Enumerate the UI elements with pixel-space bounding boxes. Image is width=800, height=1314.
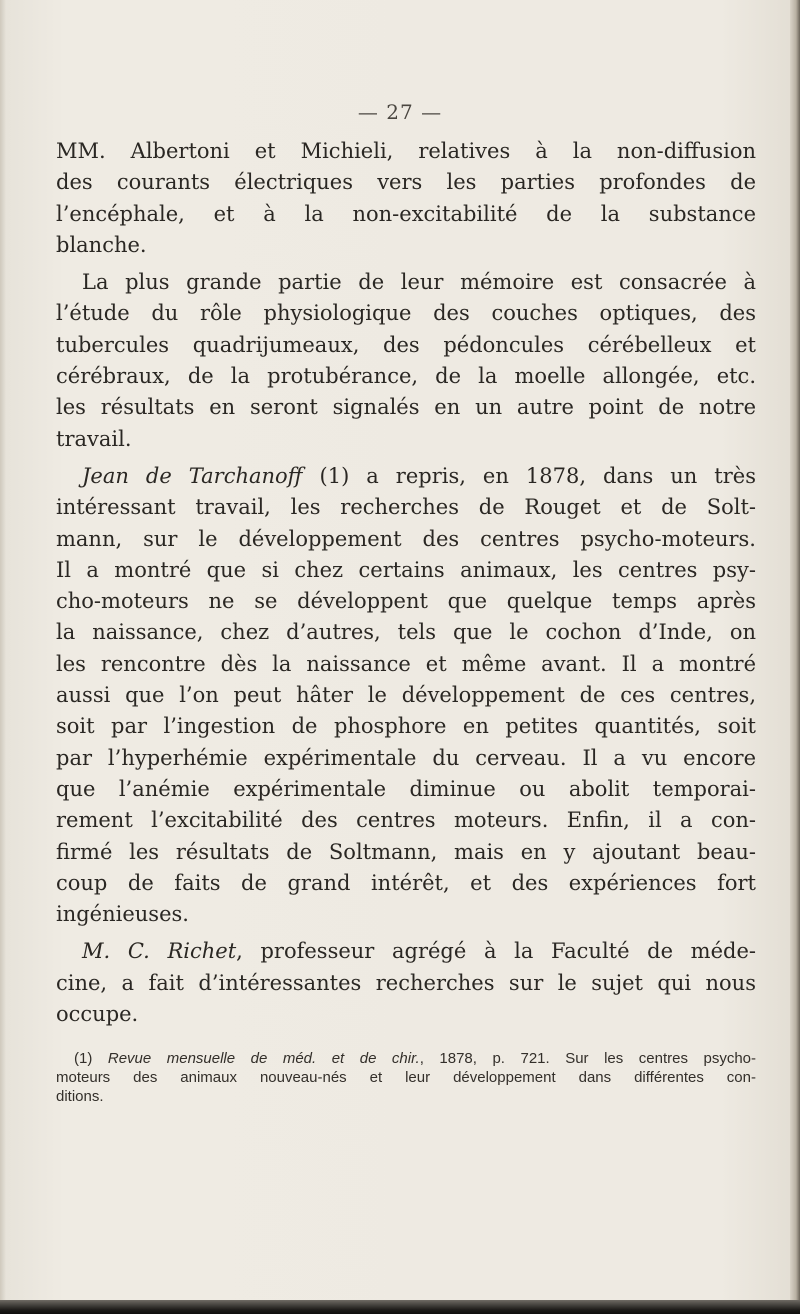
text-line: les résultats en seront signalés en un autre point de notre — [56, 395, 756, 420]
text-line: les rencontre dès la naissance et même avant. Il a montré — [56, 651, 756, 676]
text-line: tubercules quadrijumeaux, des pédoncules cérébelleux et — [56, 332, 756, 357]
text-line: la naissance, chez d’autres, tels que le cochon d’Inde, on — [56, 620, 756, 645]
text-line: mann, sur le développement des centres psycho-moteurs. — [56, 526, 756, 551]
text-line: La plus grande partie de leur mémoire est consacrée à — [82, 270, 756, 295]
text-line: occupe. — [56, 1002, 139, 1027]
text-line: aussi que l’on peut hâter le développement de ces centres, — [56, 683, 756, 708]
text-line: soit par l’ingestion de phosphore en petites quantités, soit — [56, 714, 756, 739]
text-line: ingénieuses. — [56, 902, 189, 927]
paragraph-3 — [56, 461, 756, 930]
paragraph-4 — [56, 936, 756, 1030]
text-line: blanche. — [56, 232, 147, 257]
text-line: des courants électriques vers les parties profondes de — [56, 170, 756, 195]
text-line: M. C. Richet, professeur agrégé à la Faculté de méde- — [82, 939, 756, 964]
text-line: coup de faits de grand intérêt, et des expériences fort — [56, 870, 756, 895]
text-line: MM. Albertoni et Michieli, relatives à la non-diffusion — [56, 139, 756, 163]
page-gutter-shadow — [0, 0, 6, 1314]
page-edge — [790, 0, 800, 1314]
text-line: firmé les résultats de Soltmann, mais en y ajoutant beau- — [56, 839, 756, 864]
scan-bottom-edge — [0, 1300, 800, 1314]
footnote-line: ditions. — [56, 1088, 104, 1105]
text-line: Il a montré que si chez certains animaux, les centres psy- — [56, 557, 756, 582]
body-text — [56, 136, 756, 1036]
paragraph-1 — [56, 136, 756, 261]
text-line: rement l’excitabilité des centres moteurs. Enfin, il a con- — [56, 808, 756, 833]
footnote-line: moteurs des animaux nouveau-nés et leur développement dans différentes con- — [56, 1069, 756, 1086]
text-line: l’encéphale, et à la non-excitabilité de la substance — [56, 201, 756, 226]
text-line: l’étude du rôle physiologique des couches optiques, des — [56, 301, 756, 326]
text-line: travail. — [56, 426, 132, 451]
text-line: cho-moteurs ne se développent que quelque temps après — [56, 589, 756, 614]
text-line: cine, a fait d’intéressantes recherches sur le sujet qui nous — [56, 970, 756, 995]
footnote-line: (1) Revue mensuelle de méd. et de chir., 1878, p. 721. Sur les centres psycho- — [74, 1050, 756, 1067]
text-line: cérébraux, de la protubérance, de la moelle allongée, etc. — [56, 364, 756, 389]
text-line: par l’hyperhémie expérimentale du cerveau. Il a vu encore — [56, 745, 756, 770]
page-number: — 27 — — [357, 100, 443, 124]
text-line: Jean de Tarchanoff (1) a repris, en 1878, dans un très — [82, 463, 756, 488]
paragraph-2 — [56, 267, 756, 455]
text-line: intéressant travail, les recherches de Rouget et de Solt- — [56, 495, 756, 520]
text-line: que l’anémie expérimentale diminue ou abolit temporai- — [56, 776, 756, 801]
footnote — [56, 1049, 756, 1106]
